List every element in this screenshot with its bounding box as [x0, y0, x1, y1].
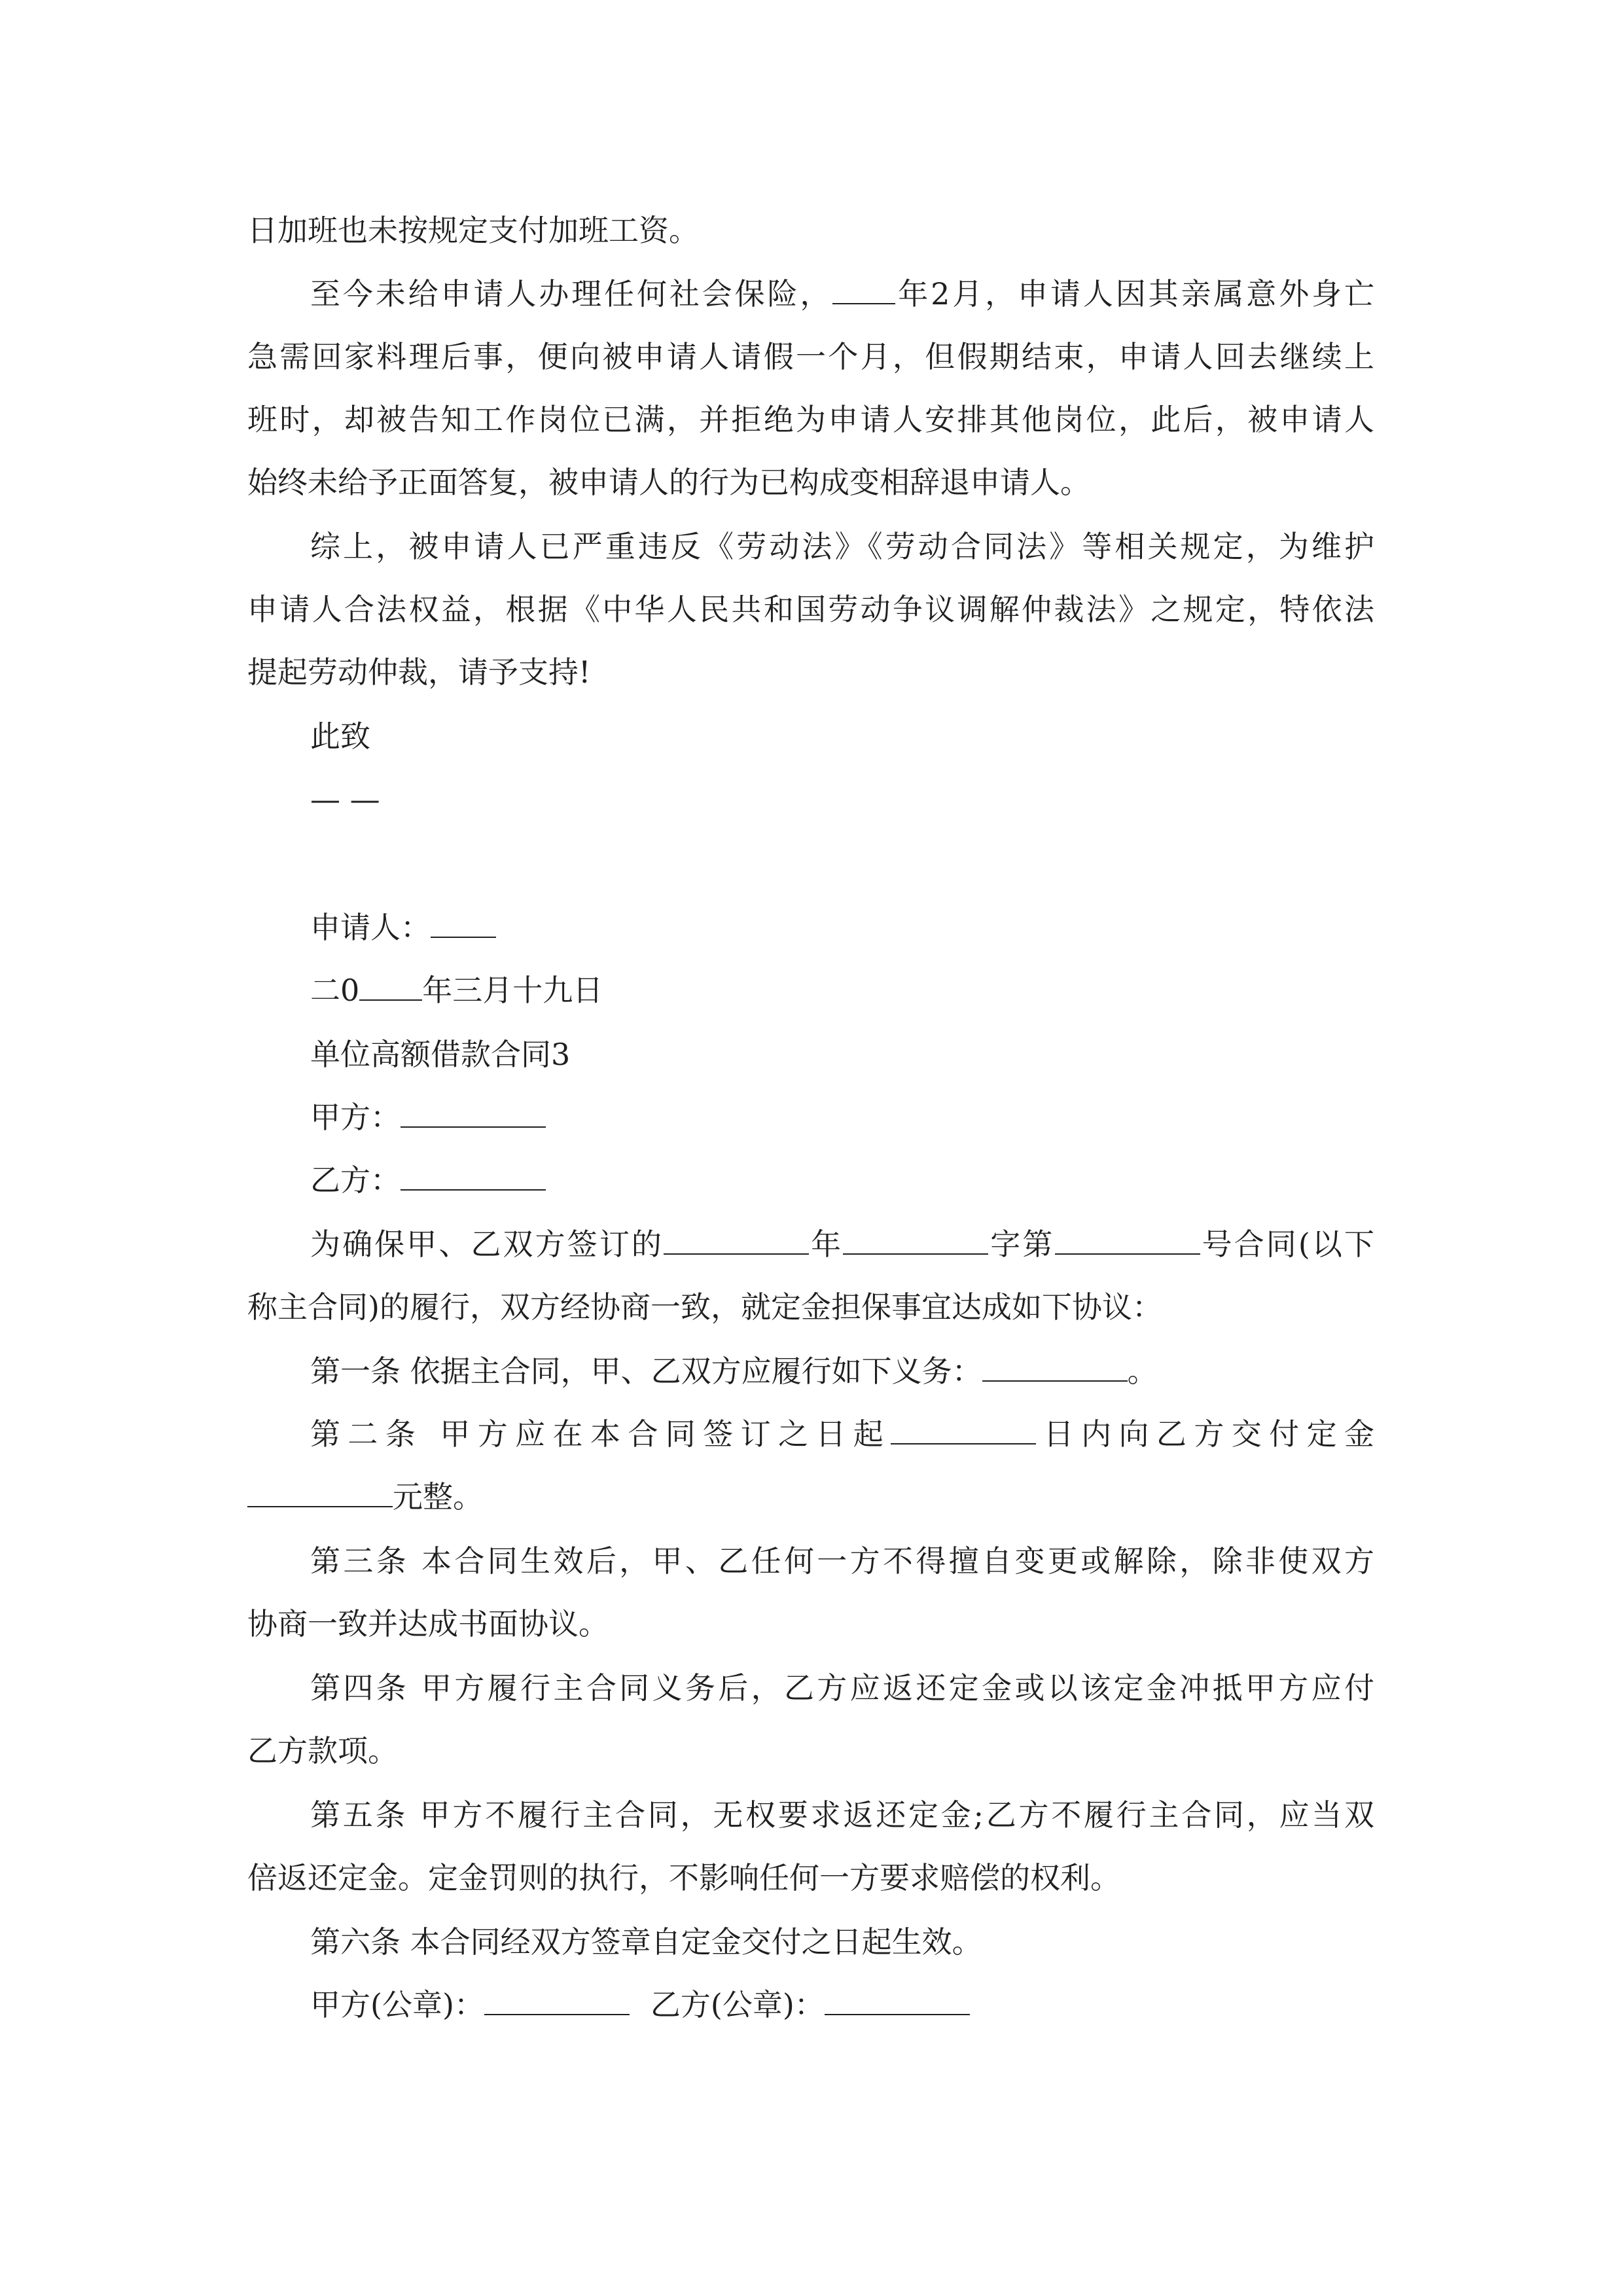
text: 单位高额借款合同3 — [310, 1037, 571, 1072]
text: 协商一致并达成书面协议。 — [247, 1606, 609, 1641]
text: 第四条 甲方履行主合同义务后，乙方应返还定金或以该定金冲抵甲方应付 — [310, 1670, 1374, 1706]
text: 第二条 甲方应在本合同签订之日起 — [310, 1416, 891, 1452]
text: 号合同(以下 — [1200, 1227, 1375, 1262]
article-4-cont — [247, 1730, 1374, 1772]
text: 综上，被申请人已严重违反《劳动法》《劳动合同法》等相关规定，为维护 — [310, 529, 1374, 564]
text: 年三月十九日 — [422, 973, 603, 1008]
text: 。 — [1127, 1354, 1158, 1389]
article-5 — [247, 1794, 1374, 1836]
text: 此致 — [310, 719, 370, 754]
article-6 — [247, 1921, 1374, 1963]
party-a-line — [247, 1096, 1374, 1138]
paragraph-line — [247, 273, 1374, 315]
paragraph-line — [247, 461, 1374, 503]
seal-line — [247, 1984, 1374, 2026]
text: 甲方： — [310, 1100, 401, 1135]
blank-field — [401, 1104, 546, 1128]
text: 甲方(公章)： — [310, 1987, 484, 2022]
blank-field — [664, 1231, 809, 1255]
text: 第三条 本合同生效后，甲、乙任何一方不得擅自变更或解除，除非使双方 — [310, 1543, 1374, 1579]
blank-field — [982, 1358, 1128, 1382]
text: 班时，却被告知工作岗位已满，并拒绝为申请人安排其他岗位，此后，被申请人 — [247, 402, 1374, 437]
article-1 — [247, 1350, 1374, 1392]
paragraph-line — [247, 526, 1374, 567]
salutation — [247, 715, 1374, 757]
paragraph-line — [247, 1223, 1374, 1265]
text: 年 — [809, 1227, 844, 1262]
text: — — — [310, 781, 380, 817]
paragraph-line — [247, 336, 1374, 378]
blank-field — [247, 1484, 393, 1507]
text: 乙方： — [310, 1162, 401, 1198]
text: 申请人： — [310, 910, 431, 945]
article-4 — [247, 1667, 1374, 1709]
text: 字第 — [988, 1227, 1055, 1262]
text: 第六条 本合同经双方签章自定金交付之日起生效。 — [310, 1924, 982, 1960]
text: 第五条 甲方不履行主合同，无权要求返还定金;乙方不履行主合同，应当双 — [310, 1797, 1374, 1833]
text: 元整。 — [393, 1479, 483, 1515]
text: 乙方款项。 — [247, 1733, 398, 1768]
dash-line — [247, 778, 1374, 820]
text: 提起劳动仲裁，请予支持! — [247, 655, 591, 690]
article-5-cont — [247, 1857, 1374, 1899]
blank-field — [891, 1421, 1036, 1444]
applicant-line — [247, 906, 1374, 948]
blank-field — [431, 914, 496, 938]
text: 二0 — [310, 973, 360, 1008]
text: 倍返还定金。定金罚则的执行，不影响任何一方要求赔偿的权利。 — [247, 1860, 1120, 1895]
text: 至今未给申请人办理任何社会保险， — [310, 276, 833, 312]
blank-field — [401, 1167, 546, 1191]
paragraph-line — [247, 588, 1374, 630]
paragraph-line — [247, 399, 1374, 440]
text: 日内向乙方交付定金 — [1036, 1416, 1375, 1452]
blank-field — [825, 1992, 970, 2015]
blank-field — [1055, 1231, 1200, 1255]
text: 称主合同)的履行，双方经协商一致，就定金担保事宜达成如下协议： — [247, 1289, 1162, 1325]
text: 申请人合法权益，根据《中华人民共和国劳动争议调解仲裁法》之规定，特依法 — [247, 592, 1374, 627]
article-2 — [247, 1413, 1374, 1455]
text: 年2月，申请人因其亲属意外身亡 — [895, 276, 1374, 312]
contract-title — [247, 1033, 1374, 1075]
article-3-cont — [247, 1603, 1374, 1645]
text: 第一条 依据主合同，甲、乙双方应履行如下义务： — [310, 1354, 982, 1389]
text: 始终未给予正面答复，被申请人的行为已构成变相辞退申请人。 — [247, 465, 1090, 500]
blank-field — [484, 1992, 630, 2015]
blank-field — [843, 1231, 988, 1255]
text: 日加班也未按规定支付加班工资。 — [247, 213, 699, 248]
party-b-line — [247, 1159, 1374, 1201]
text: 为确保甲、乙双方签订的 — [310, 1227, 664, 1262]
paragraph-line — [247, 651, 1374, 693]
paragraph-line — [247, 1286, 1374, 1328]
blank-field — [832, 281, 895, 304]
paragraph-line — [247, 209, 1374, 251]
text: 乙方(公章)： — [650, 1987, 825, 2022]
blank-field — [359, 977, 422, 1001]
date-line — [247, 969, 1374, 1011]
article-3 — [247, 1540, 1374, 1582]
text: 急需回家料理后事，便向被申请人请假一个月，但假期结束，申请人回去继续上 — [247, 339, 1374, 374]
article-2-cont — [247, 1476, 1374, 1518]
